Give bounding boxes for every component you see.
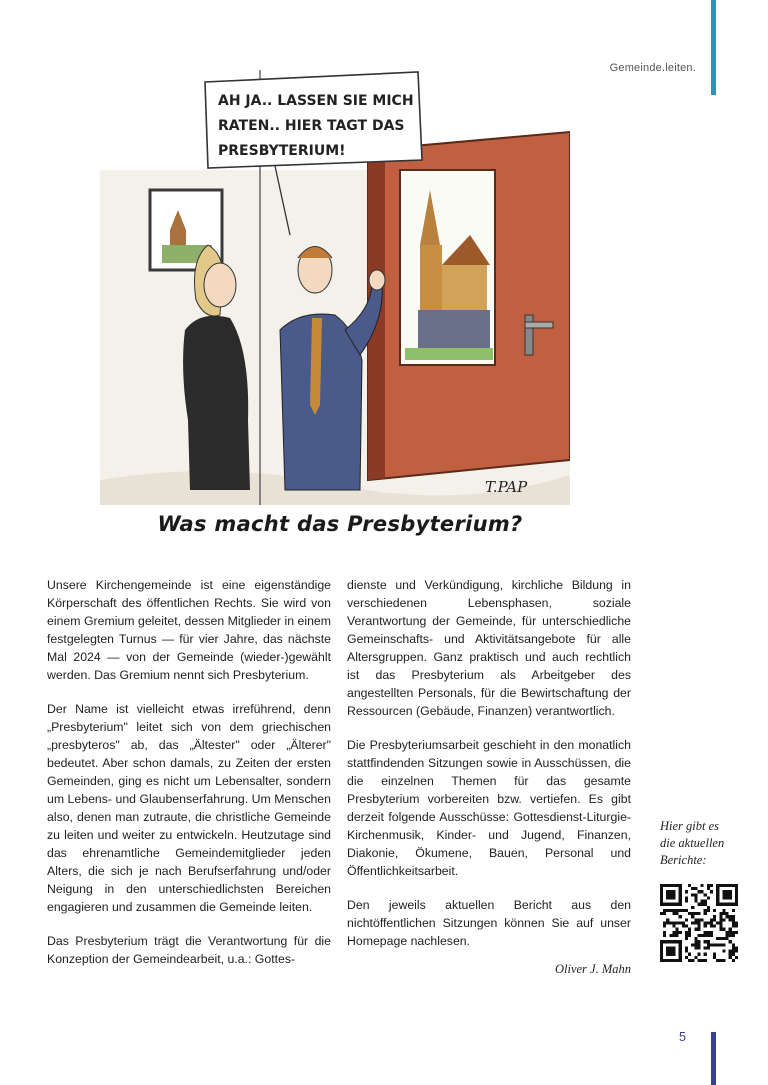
accent-bar-top xyxy=(711,0,716,95)
qr-caption-line: Hier gibt es xyxy=(660,819,720,833)
paragraph: dienste und Verkündigung, kirchliche Bildung in verschiedenen Lebensphasen, soziale Verantwortung der Gemeinde, für unterschiedliche Gemeinschafts- und Aktivitätsangebote für alle Altersgruppen. Ganz praktisch und auch rechtlich ist das Presbyterium als Arbeitgeber des angestellten Personals, für die Bewirtschaftung der Ressourcen (Gebäude, Finanzen) verantwortlich. xyxy=(347,578,631,718)
paragraph: Unsere Kirchengemeinde ist eine eigenständige Körperschaft des öffentlichen Rechts. Sie wird von einem Gremium geleitet, dessen Mitglieder in einem festgelegten Turnus — für vier Jahre, das nächste Mal 2024 — von der Gemeinde (wieder-)gewählt werden. Das Gremium nennt sich Presbyterium. xyxy=(47,578,331,682)
section-label: Gemeinde.leiten. xyxy=(609,62,696,74)
page-number: 5 xyxy=(679,1030,686,1044)
article-column-right xyxy=(347,576,631,978)
paragraph: Die Presbyteriumsarbeit geschieht in den monatlich stattfindenden Sitzungen sowie in Ausschüssen, die die einzelnen Themen für das gesamte Presbyterium vorbereiten bzw. vertiefen. Es gibt derzeit folgende Ausschüsse: Gottesdienst-Liturgie-Kirchenmusik, Kinder- und Jugend, Finanzen, Diakonie, Ökumene, Bauen, Personal und Öffentlichkeitsarbeit. xyxy=(347,738,631,878)
paragraph: Das Presbyterium trägt die Verantwortung für die Konzeption der Gemeindearbeit, u.a.: Gottes- xyxy=(47,934,331,966)
qr-code[interactable] xyxy=(660,884,738,962)
accent-bar-bottom xyxy=(711,1032,716,1085)
qr-caption xyxy=(660,818,750,869)
speech-bubble-line: RATEN.. HIER TAGT DAS xyxy=(218,118,405,134)
article-title: Was macht das Presbyterium? xyxy=(157,512,523,536)
qr-caption-line: die aktuellen xyxy=(660,836,725,850)
paragraph: Der Name ist vielleicht etwas irreführend, denn „Presbyterium" leitet sich von dem griechischen „presbyteros" ab, das „Ältester" oder „Älterer" bedeutet. Aber schon damals, zu Zeiten der ersten Gemeinden, ging es nicht um Lebensalter, sondern um Lebens- und Glaubenserfahrung. Um Menschen also, denen man zutraute, die christliche Gemeinde zu leiten und weiter zu entwickeln. Heutzutage sind das ehrenamtliche Gemeindemitglieder jeden Alters, die sich je nach Berufserfahrung und/oder Neigung in den unterschiedlichsten Bereichen engagieren und zusammen die Gemeinde leiten. xyxy=(47,702,331,914)
speech-bubble-line: PRESBYTERIUM! xyxy=(218,143,346,159)
speech-bubble-line: AH JA.. LASSEN SIE MICH xyxy=(218,93,414,109)
author-name: Oliver J. Mahn xyxy=(554,962,631,976)
cartoon-illustration xyxy=(100,60,570,505)
cartoon-signature: T.PAP xyxy=(485,478,528,496)
article-column-left xyxy=(47,576,331,984)
qr-caption-line: Berichte: xyxy=(660,853,707,867)
paragraph: Den jeweils aktuellen Bericht aus den nichtöffentlichen Sitzungen können Sie auf unser Homepage nachlesen. xyxy=(347,898,631,948)
